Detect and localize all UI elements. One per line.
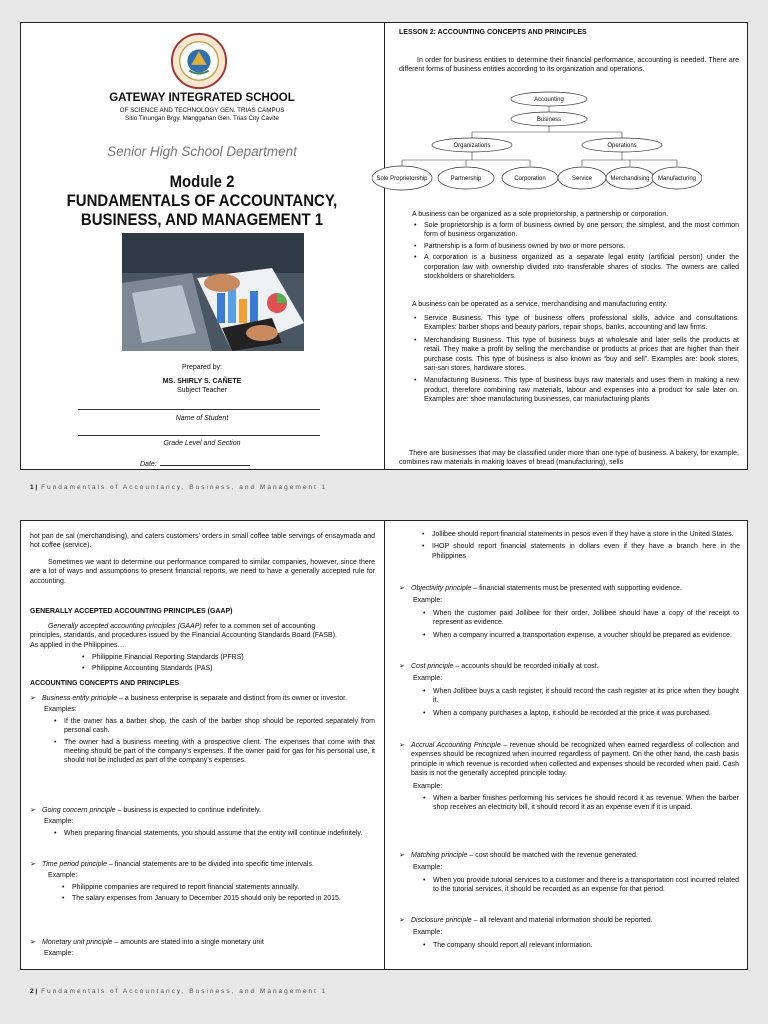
principle-accrual: ➢ Accrual Accounting Principle – revenue should be recognized when earned regardless of collection and expenses should be recognized when incurred regardless of payment. On the other hand, the cash basis principle in which revenue is recorded when collected and expenses should be recorded when paid. Cash basis is not the generally accepted principle today. xyxy=(399,741,739,779)
cover-column xyxy=(20,22,384,470)
diagram-leaf-sole: Sole Proprietorship xyxy=(376,176,428,182)
list-item: • Partnership is a form of business owned by two or more persons. xyxy=(412,242,739,251)
list-item: • The owner had a business meeting with a prospective client. The expenses that come with that meeting should be part of the company’s expenses. If the owner paid for gas for his personal use, it should not be included as part of the company’s expenses. xyxy=(52,738,375,766)
list-item: • The company should report all relevant information. xyxy=(421,941,739,950)
gaap-heading: GENERALLY ACCEPTED ACCOUNTING PRINCIPLES (GAAP) xyxy=(30,608,233,615)
page-1 xyxy=(20,22,748,470)
org-intro: A business can be organized as a sole proprietorship, a partnership or corporation. xyxy=(412,211,669,218)
gaap-standards-list xyxy=(80,653,360,674)
time-period-block xyxy=(30,860,375,904)
principle-going-concern: ➢ Going concern principle – business is expected to continue indefinitely. xyxy=(30,806,375,815)
diagram-leaf-service: Service xyxy=(571,176,593,182)
list-item: • When a company incurred a transportation expense, a voucher should be prepared as evidence. xyxy=(421,631,739,640)
list-item: • The salary expenses from January to December 2015 should only be reported in 2015. xyxy=(60,894,375,903)
date-label: Date: xyxy=(140,461,157,468)
cover-photo-image xyxy=(122,233,304,351)
school-seal-icon xyxy=(170,32,228,90)
principle-cost: ➢ Cost principle – accounts should be recorded initially at cost. xyxy=(399,662,739,671)
example-label: Example: xyxy=(44,818,74,826)
business-entity-block xyxy=(30,694,375,766)
example-label: Example: xyxy=(413,675,443,683)
principle-time-period: ➢ Time period principle – financial statements are to be divided into specific time intervals. xyxy=(30,860,375,869)
school-address: Sitio Tinungan Brgy. Manggahan Gen. Trias City Cavite xyxy=(125,115,279,122)
student-name-line xyxy=(78,409,320,410)
closing-paragraph: There are businesses that may be classified under more than one type of business. A bakery, for example, combines raw materials in making loaves of bread (manufacturing), sells xyxy=(399,450,739,467)
example-label: Example: xyxy=(48,872,78,880)
principle-monetary-unit: ➢ Monetary unit principle – amounts are stated into a single monetary unit xyxy=(30,938,375,947)
list-item: • If the owner has a barber shop, the cash of the barber shop should be reported separately from personal cash. xyxy=(52,717,375,736)
list-item: • When preparing financial statements, you should assume that the entity will continue indefinitely. xyxy=(52,829,375,838)
ops-intro: A business can be operated as a service, merchandising and manufacturing entity. xyxy=(412,301,668,308)
list-item: • When the customer paid Jollibee for their order, Jollibee should have a copy of the receipt to represent as evidence. xyxy=(421,609,739,628)
grade-level-line xyxy=(78,435,320,436)
principle-disclosure: ➢ Disclosure principle – all relevant and material information should be reported. xyxy=(399,916,739,925)
continued-paragraph: hot pan de sal (merchandising), and caters customers’ orders in small coffee table servings of ensaymada and hot coffee (service). xyxy=(30,533,375,550)
page-1-footer: 1 | Fundamentals of Accountancy, Business, and Management 1 xyxy=(30,484,328,491)
diagram-leaf-merchandising: Merchandising xyxy=(610,176,650,182)
diagram-node-organizations: Organizations xyxy=(453,143,491,149)
business-forms-diagram xyxy=(372,90,702,200)
list-item: • Service Business. This type of business offers professional skills, advice and consultations. Examples: barber shops and beauty parlors, repair shops, banks, accounting and law firms. xyxy=(412,314,739,333)
list-item: • When Jollibee buys a cash register, it should record the cash register at its price when they bought it. xyxy=(421,687,739,706)
list-item: • A corporation is a business organized as a separate legal entity (artificial person) under the corporation law with ownership divided into transferable shares of stocks. The owners are called stockholders or shareholders. xyxy=(412,253,739,281)
gaap-column xyxy=(20,520,384,970)
gaap-definition: Generally accepted accounting principles (GAAP) refer to a common set of accounting principles, standards, and procedures issued by the Financial Accounting Standards Board (FASB). As applied in the Philippines… xyxy=(30,623,338,649)
teacher-name: MS. SHIRLY S. CAÑETE xyxy=(162,378,242,385)
example-label: Example: xyxy=(413,864,443,872)
list-item: • When a barber finishes performing his services he should record it as revenue. When the barber shop receives an electricity bill, it should record it as an expense even if it is unpaid. xyxy=(421,794,739,813)
going-concern-block xyxy=(30,806,375,838)
gaap-need-paragraph: Sometimes we want to determine our performance compared to similar companies, however, since there are a lot of ways and assumptions to present financial reports, we need to have a generally accepted rule for accounting. xyxy=(30,559,375,585)
page-2 xyxy=(20,520,748,970)
objectivity-block xyxy=(399,584,739,640)
diagram-node-operations: Operations xyxy=(607,143,637,149)
matching-block xyxy=(399,851,739,895)
teacher-role: Subject Teacher xyxy=(176,387,228,394)
lesson-column xyxy=(376,22,748,470)
example-label: Example: xyxy=(413,597,443,605)
lesson-intro: In order for business entities to determine their financial performance, accounting is needed. There are different forms of business entities according to its organization and operations. xyxy=(399,57,739,74)
list-item: • When a company purchases a laptop, it should be recorded at the price it was purchased. xyxy=(421,709,739,718)
list-item: • Philippine companies are required to report financial statements annually. xyxy=(60,883,375,892)
cost-block xyxy=(399,662,739,718)
diagram-node-business: Business xyxy=(536,117,562,123)
list-item: • Sole proprietorship is a form of business owned by one person; the simplest, and the most common form of business organization. xyxy=(412,221,739,240)
examples-label: Examples: xyxy=(44,706,77,714)
module-title-line-1: FUNDAMENTALS OF ACCOUNTANCY, xyxy=(66,191,338,210)
example-label: Example: xyxy=(413,929,443,937)
principles-column xyxy=(384,520,748,970)
accrual-block xyxy=(399,741,739,813)
student-name-label: Name of Student xyxy=(175,415,229,422)
list-item: • Philippine Financial Reporting Standards (PFRS) xyxy=(80,653,360,662)
example-label: Example: xyxy=(413,782,443,790)
diagram-node-root: Accounting xyxy=(534,97,564,103)
list-item: • IHOP should report financial statements in dollars even if they have a branch here in the Philippines xyxy=(420,542,740,561)
date-field xyxy=(140,461,250,468)
monetary-unit-block xyxy=(30,938,375,959)
concepts-heading: ACCOUNTING CONCEPTS AND PRINCIPLES xyxy=(30,680,180,687)
diagram-leaf-manufacturing: Manufacturing xyxy=(657,176,697,182)
list-item: • When you provide tutorial services to a customer and there is a transportation cost incurred related to the tutorial services, it should be recorded as an expense for that period. xyxy=(421,876,739,895)
module-title-line-2: BUSINESS, AND MANAGEMENT 1 xyxy=(80,210,324,229)
department-title: Senior High School Department xyxy=(107,144,297,159)
list-item: • Merchandising Business. This type of business buys at wholesale and later sells the products at retail. They make a profit by selling the merchandise or products at prices that are higher than their purchase costs. This type of business is also known as “buy and sell”. Examples are: book stores, sari-sari stores, hardware stores. xyxy=(412,336,739,374)
list-item: • Philippine Accounting Standards (PAS) xyxy=(80,664,360,673)
diagram-leaf-corporation: Corporation xyxy=(514,176,546,182)
lesson-title: LESSON 2: ACCOUNTING CONCEPTS AND PRINCIPLES xyxy=(399,29,587,36)
module-title xyxy=(42,172,362,229)
diagram-leaf-partnership: Partnership xyxy=(450,176,482,182)
org-list xyxy=(412,221,739,281)
principle-matching: ➢ Matching principle – cost should be matched with the revenue generated. xyxy=(399,851,739,860)
principle-business-entity: ➢ Business entity principle – a business enterprise is separate and distinct from its owner or investor. xyxy=(30,694,375,703)
list-item: • Jollibee should report financial statements in pesos even if they have a store in the United States. xyxy=(420,530,740,539)
example-label: Example: xyxy=(44,950,74,958)
ops-list xyxy=(412,314,739,405)
principle-objectivity: ➢ Objectivity principle – financial statements must be presented with supporting evidence. xyxy=(399,584,739,593)
monetary-unit-examples xyxy=(420,530,740,561)
module-number: Module 2 xyxy=(169,172,235,191)
school-campus: OF SCIENCE AND TECHNOLOGY GEN. TRIAS CAMPUS xyxy=(119,107,285,114)
prepared-by-label: Prepared by: xyxy=(181,364,223,371)
list-item: • Manufacturing Business. This type of business buys raw materials and uses them in making a new product, therefore combining raw materials, labour and expenses into a product for sale later on. Examples are: shoe manufacturing businesses, car manufacturing plants xyxy=(412,376,739,404)
disclosure-block xyxy=(399,916,739,950)
grade-level-label: Grade Level and Section xyxy=(163,440,241,447)
school-name: GATEWAY INTEGRATED SCHOOL xyxy=(109,92,295,104)
page-2-footer: 2 | Fundamentals of Accountancy, Business, and Management 1 xyxy=(30,988,328,995)
